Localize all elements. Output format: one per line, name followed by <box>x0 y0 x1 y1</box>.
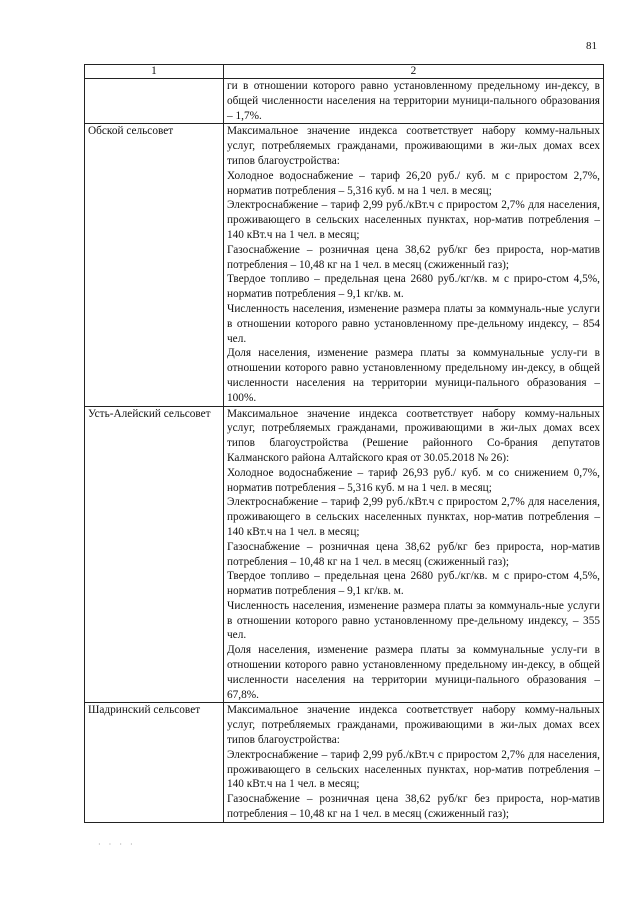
paragraph: Электроснабжение – тариф 2,99 руб./кВт.ч с приростом 2,7% для населения, проживающего в сельских населенных пунктах, нор-матив потребления – 140 кВт.ч на 1 чел. в месяц; <box>227 496 600 538</box>
paragraph: ги в отношении которого равно установленному предельному ин-дексу, в общей численности населения на территории муници-пального образования – 1,7%. <box>227 80 600 122</box>
settlement-name: Обской сельсовет <box>85 124 224 406</box>
table-header-row <box>85 65 604 79</box>
settlement-name <box>85 79 224 124</box>
table-row <box>85 79 604 124</box>
settlement-name: Шадринский сельсовет <box>85 703 224 822</box>
paragraph: Доля населения, изменение размера платы за коммунальные услу-ги в отношении которого равно установленному предельному ин-дексу, в общей численности населения на территории муници-пального образования – 67,8%. <box>227 644 600 701</box>
paragraph: Твердое топливо – предельная цена 2680 руб./кг/кв. м с приро-стом 4,5%, норматив потребления – 9,1 кг/кв. м. <box>227 273 600 301</box>
paragraph: Холодное водоснабжение – тариф 26,93 руб./ куб. м со снижением 0,7%, норматив потребления – 5,316 куб. м на 1 чел. в месяц; <box>227 466 600 494</box>
table-row <box>85 406 604 703</box>
paragraph: Максимальное значение индекса соответствует набору комму-нальных услуг, потребляемых гражданами, проживающими в жи-лых домах всех типов благоустройства: <box>227 125 600 167</box>
paragraph: Газоснабжение – розничная цена 38,62 руб/кг без прироста, нор-матив потребления – 10,48 кг на 1 чел. в месяц (сжиженный газ); <box>227 793 600 821</box>
settlement-name: Усть-Алейский сельсовет <box>85 406 224 703</box>
paragraph: Максимальное значение индекса соответствует набору комму-нальных услуг, потребляемых гражданами, проживающими в жи-лых домах всех типов благоустройства (Решение районного Со-брания депутатов Калманского района Алтайского края от 30.05.2018 № 26): <box>227 407 600 464</box>
paragraph: Численность населения, изменение размера платы за коммуналь-ные услуги в отношении которого равно установленному пре-дельному индексу, – 355 чел. <box>227 599 600 642</box>
paragraph: Газоснабжение – розничная цена 38,62 руб/кг без прироста, нор-матив потребления – 10,48 кг на 1 чел. в месяц (сжиженный газ); <box>227 540 600 568</box>
paragraph: Численность населения, изменение размера платы за коммуналь-ные услуги в отношении которого равно установленному пре-дельному индексу, – 854 чел. <box>227 302 600 345</box>
tariff-table <box>84 64 604 823</box>
paragraph: Электроснабжение – тариф 2,99 руб./кВт.ч с приростом 2,7% для населения, проживающего в сельских населенных пунктах, нор-матив потребления – 140 кВт.ч на 1 чел. в месяц; <box>227 199 600 241</box>
paragraph: Твердое топливо – предельная цена 2680 руб./кг/кв. м с приро-стом 4,5%, норматив потребления – 9,1 кг/кв. м. <box>227 570 600 598</box>
page-number: 81 <box>586 40 597 52</box>
paragraph: Электроснабжение – тариф 2,99 руб./кВт.ч с приростом 2,7% для населения, проживающего в сельских населенных пунктах, нор-матив потребления – 140 кВт.ч на 1 чел. в месяц; <box>227 748 600 791</box>
table-row <box>85 703 604 822</box>
paragraph: Холодное водоснабжение – тариф 26,20 руб./ куб. м с приростом 2,7%, норматив потребления – 5,316 куб. м на 1 чел. в месяц; <box>227 169 600 197</box>
table-row <box>85 124 604 406</box>
settlement-description <box>224 703 604 822</box>
paragraph: Доля населения, изменение размера платы за коммунальные услу-ги в отношении которого равно установленному предельному ин-дексу, в общей численности населения на территории муници-пального образования – 100%. <box>227 347 600 404</box>
scan-artifact: · · · · <box>98 840 136 849</box>
header-col-1: 1 <box>85 65 224 79</box>
settlement-description <box>224 124 604 406</box>
paragraph: Газоснабжение – розничная цена 38,62 руб/кг без прироста, нор-матив потребления – 10,48 кг на 1 чел. в месяц (сжиженный газ); <box>227 243 600 271</box>
header-col-2: 2 <box>224 65 604 79</box>
paragraph: Максимальное значение индекса соответствует набору комму-нальных услуг, потребляемых гражданами, проживающими в жи-лых домах всех типов благоустройства: <box>227 704 600 747</box>
settlement-description <box>224 406 604 703</box>
settlement-description <box>224 79 604 124</box>
